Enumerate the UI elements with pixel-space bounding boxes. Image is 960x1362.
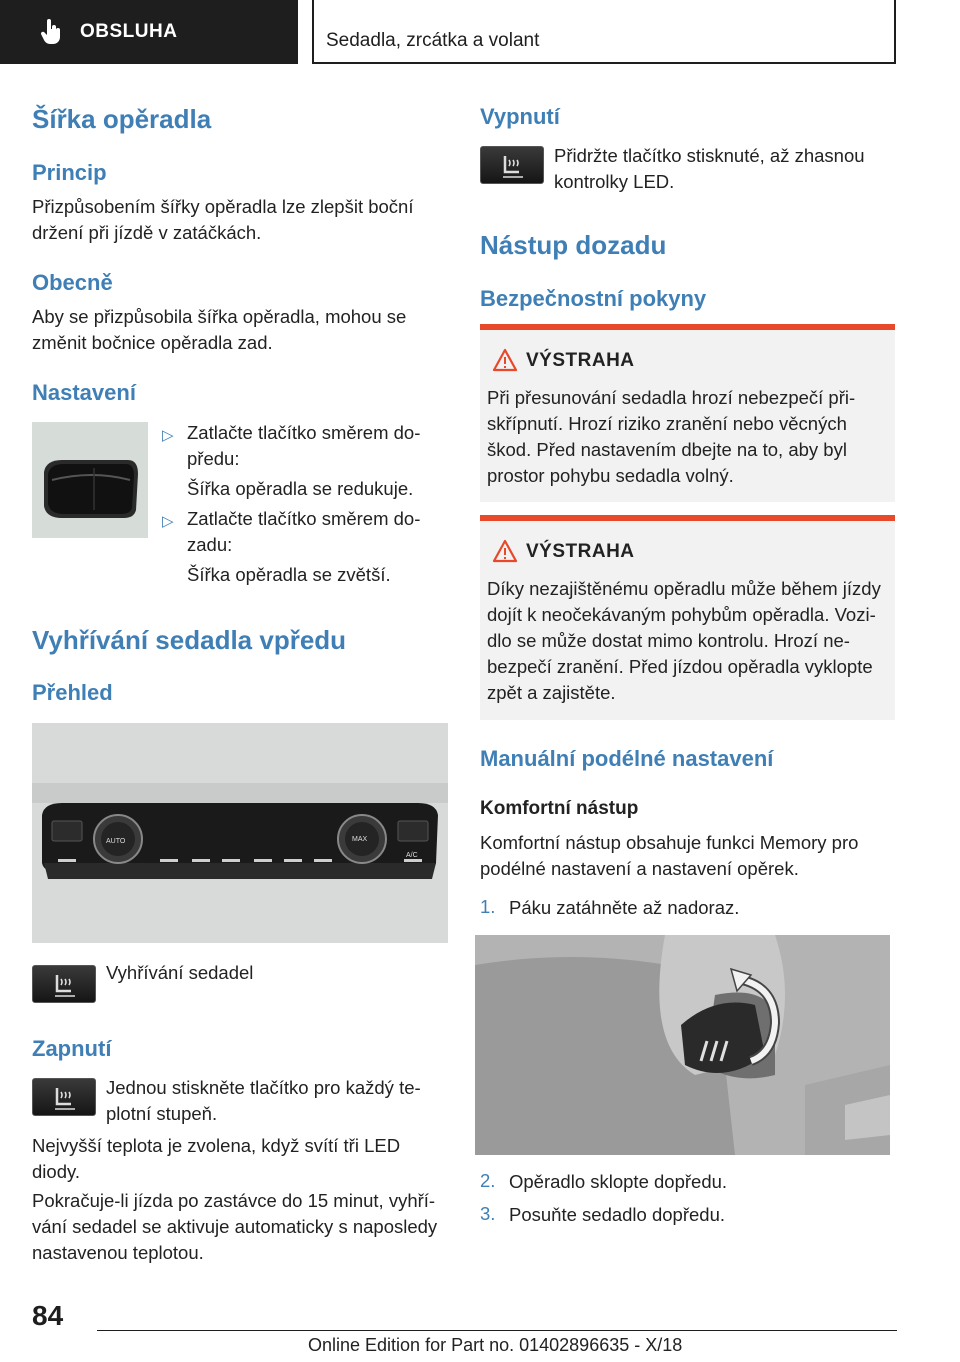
continue-text-line3: nastavenou teplotou. [32,1242,204,1263]
warning-triangle-icon [492,348,518,372]
step2-result: Šířka opěradla se zvětší. [187,564,391,585]
heading-comfort-entry: Komfortní nástup [480,798,639,819]
principle-text-line2: držení při jízdě v zatáčkách. [32,222,262,243]
general-text-line1: Aby se přizpůsobila šířka opěradla, mohou se [32,306,407,327]
warning-2-line5: zpět a zajistěte. [487,682,616,703]
comfort-text-line1: Komfortní nástup obsahuje funkci Memory pro [480,832,859,853]
warning-box-1 [480,324,895,502]
continue-text-line2: vání sedadel se aktivuje automaticky s naposledy [32,1216,438,1237]
principle-text-line1: Přizpůsobením šířky opěradla lze zlepšit boční [32,196,414,217]
chapter-title: Sedadla, zrcátka a volant [312,0,896,64]
heading-front-seat-heating: Vyhřívání sedadla vpředu [32,625,347,655]
bullet-triangle-icon: ▷ [162,427,174,444]
heading-general: Obecně [32,270,113,295]
step1-result: Šířka opěradla se redukuje. [187,478,414,499]
step-text: Páku zatáhněte až nadoraz. [509,897,740,918]
continue-text-line1: Pokračuje-li jízda po zastávce do 15 minut, vyhří- [32,1190,436,1211]
step-number: 3. [480,1203,496,1224]
bullet-triangle-icon: ▷ [162,513,174,530]
seat-heating-button-icon [32,965,96,1003]
warning-1-line3: škod. Před nastavením dbejte na to, aby byl [487,439,847,460]
heading-overview: Přehled [32,680,113,705]
heading-switch-on: Zapnutí [32,1036,112,1061]
header-section-tab [0,0,298,64]
switch-on-text-line1: Jednou stiskněte tlačítko pro každý te- [106,1077,421,1098]
switch-on-text-line2: plotní stupeň. [106,1103,218,1124]
warning-1-line1: Při přesunování sedadla hrozí nebezpečí při- [487,387,856,408]
panel-ac-label: A/C [406,852,418,859]
backrest-button-photo [32,422,148,538]
step1-text-line2: předu: [187,448,240,469]
footer-edition: Online Edition for Part no. 01402896635 - X/18 [308,1335,683,1355]
warning-triangle-icon [492,539,518,563]
seat-heating-button-icon [480,146,544,184]
switch-off-text-line1: Přidržte tlačítko stisknuté, až zhasnou [554,145,865,166]
seat-lever-photo [475,935,890,1155]
warning-box-2 [480,515,895,720]
warning-1-line4: prostor pohybu sedadla volný. [487,465,734,486]
section-title: OBSLUHA [80,21,178,42]
step1-text-line1: Zatlačte tlačítko směrem do- [187,422,421,443]
warning-2-line3: dlo se může dostat mimo kontrolu. Hrozí ne- [487,630,850,651]
step2-text-line2: zadu: [187,534,233,555]
heading-backrest-width: Šířka opěradla [32,104,212,134]
step-number: 2. [480,1170,496,1191]
panel-max-label: MAX [352,836,368,843]
hand-icon [40,19,62,45]
comfort-text-line2: podélné nastavení a nastavení opěrek. [480,858,799,879]
step-number: 1. [480,896,496,917]
warning-title: VÝSTRAHA [526,541,635,562]
heading-setting: Nastavení [32,380,136,405]
step-text: Posuňte sedadlo dopředu. [509,1204,726,1225]
heading-principle: Princip [32,160,107,185]
warning-title: VÝSTRAHA [526,350,635,371]
page-number: 84 [32,1300,64,1331]
climate-control-panel-photo [32,723,448,943]
heading-switch-off: Vypnutí [480,104,560,129]
heading-safety: Bezpečnostní pokyny [480,286,707,311]
warning-1-line2: skřípnutí. Hrozí riziko zranění nebo věcných [487,413,847,434]
step2-text-line1: Zatlačte tlačítko směrem do- [187,508,421,529]
heading-rear-entry: Nástup dozadu [480,230,667,260]
footer-divider [97,1330,897,1331]
general-text-line2: změnit bočnice opěradla zad. [32,332,273,353]
max-temp-text-line1: Nejvyšší teplota je zvolena, když svítí tři LED [32,1135,401,1156]
warning-2-line2: dojít k neočekávaným pohybům opěradla. Vozi- [487,604,876,625]
warning-2-line4: bezpečí zranění. Před jízdou opěradla vyklopte [487,656,873,677]
heading-manual-adjustment: Manuální podélné nastavení [480,746,774,771]
warning-2-line1: Díky nezajištěnému opěradlu může během jízdy [487,578,881,599]
step-text: Opěradlo sklopte dopředu. [509,1171,728,1192]
seat-heating-label: Vyhřívání sedadel [106,962,254,983]
panel-auto-label: AUTO [106,838,126,845]
max-temp-text-line2: diody. [32,1161,80,1182]
switch-off-text-line2: kontrolky LED. [554,171,675,192]
seat-heating-button-icon [32,1078,96,1116]
